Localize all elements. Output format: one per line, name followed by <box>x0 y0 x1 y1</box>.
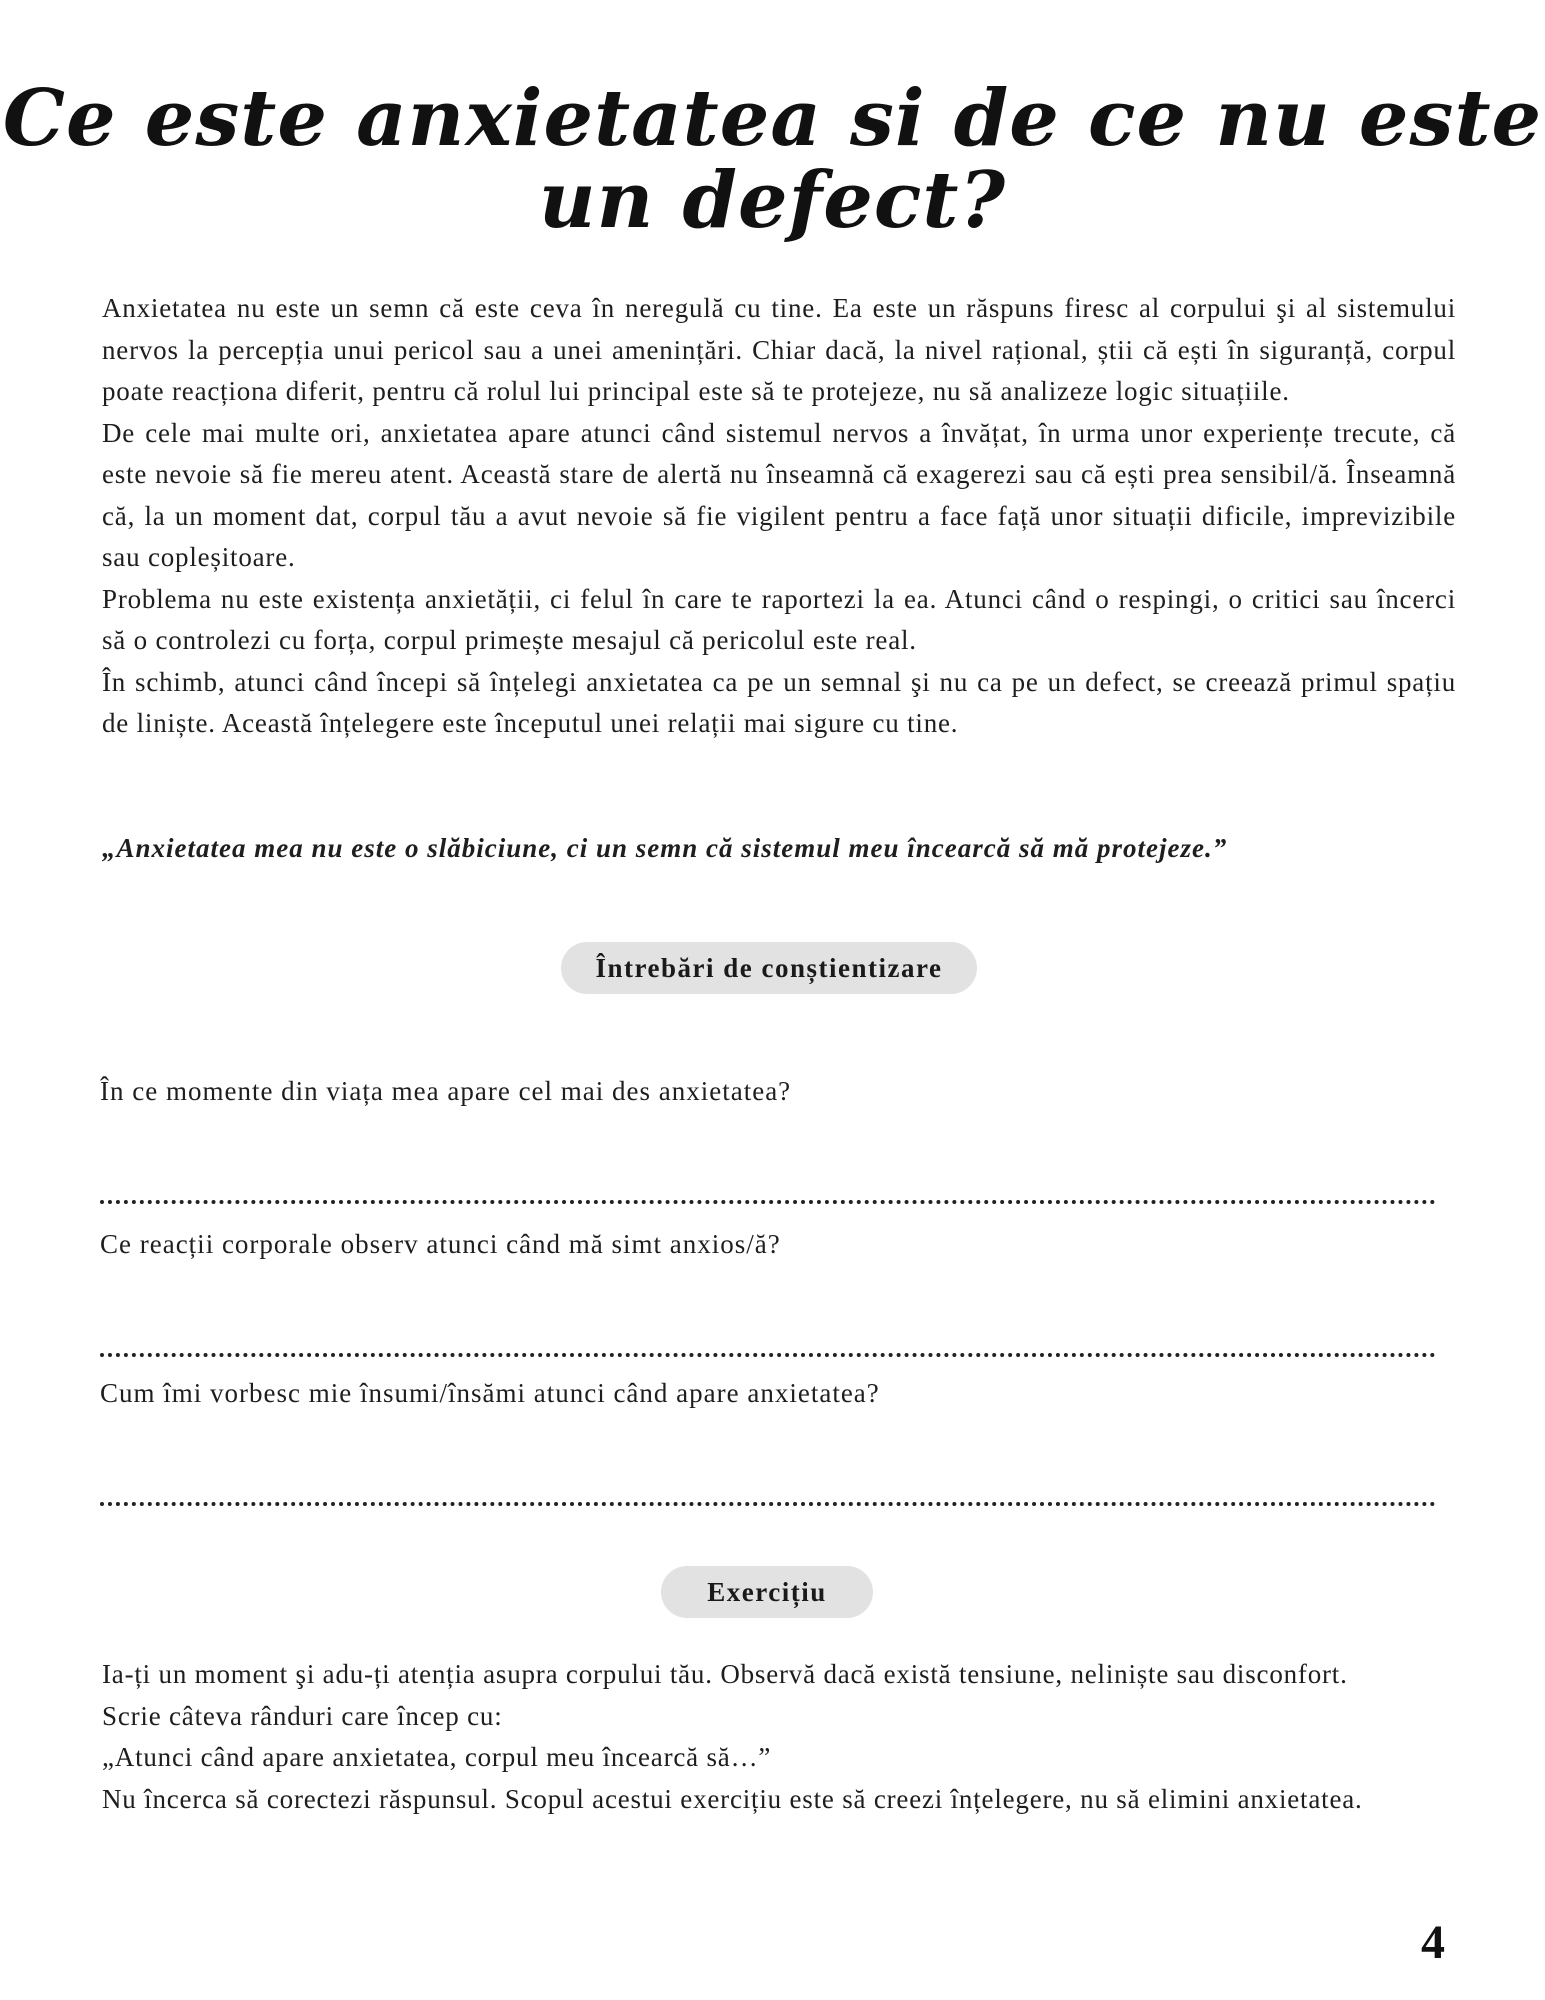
intro-paragraph-3: Problema nu este existența anxietății, ci felul în care te raportezi la ea. Atunci când o respingi, o critici sau încerci să o controlezi cu forța, corpul primește mesajul că pericolul este real. <box>102 583 1456 655</box>
affirmation-quote: „Anxietatea mea nu este o slăbiciune, ci un semn că sistemul meu încearcă să mă protejeze.” <box>102 833 1228 863</box>
intro-paragraph-4: În schimb, atunci când începi să înțelegi anxietatea ca pe un semnal şi nu ca pe un defect, se creează primul spațiu de liniște. Această înțelegere este începutul unei relații mai sigure cu tine. <box>102 666 1456 738</box>
page-number: 4 <box>1421 1916 1445 1969</box>
awareness-question-2: Ce reacții corporale observ atunci când mă simt anxios/ă? <box>100 1229 781 1259</box>
exercise-text <box>102 1654 1456 1820</box>
answer-line-1[interactable] <box>100 1200 1436 1204</box>
page-title-line-1: Ce este anxietatea si de ce nu este <box>2 73 1543 164</box>
intro-paragraph-1: Anxietatea nu este un semn că este ceva în neregulă cu tine. Ea este un răspuns firesc al corpului şi al sistemului nervos la percepția unui pericol sau a unei amenințări. Chiar dacă, la nivel rațional, știi că ești în siguranță, corpul poate reacționa diferit, pentru că rolul lui principal este să te protejeze, nu să analizeze logic situațiile. <box>102 293 1456 406</box>
page-title-line-2: un defect? <box>538 155 1007 246</box>
awareness-question-1: În ce momente din viața mea apare cel mai des anxietatea? <box>100 1076 792 1106</box>
awareness-questions-heading: Întrebări de conștientizare <box>561 942 977 994</box>
answer-line-2[interactable] <box>100 1353 1436 1357</box>
exercise-paragraph-3: „Atunci când apare anxietatea, corpul meu încearcă să…” <box>102 1742 772 1772</box>
intro-paragraph-2: De cele mai multe ori, anxietatea apare atunci când sistemul nervos a învățat, în urma unor experiențe trecute, că este nevoie să fie mereu atent. Această stare de alertă nu înseamnă că exagerezi sau că ești prea sensibil/ă. Înseamnă că, la un moment dat, corpul tău a avut nevoie să fie vigilent pentru a face față unor situații dificile, imprevizibile sau copleșitoare. <box>102 417 1456 572</box>
awareness-question-3: Cum îmi vorbesc mie însumi/însămi atunci când apare anxietatea? <box>100 1378 880 1408</box>
exercise-paragraph-2: Scrie câteva rânduri care încep cu: <box>102 1700 503 1731</box>
exercise-paragraph-1: Ia-ți un moment şi adu-ți atenția asupra corpului tău. Observă dacă există tensiune, neliniște sau disconfort. <box>102 1659 1348 1689</box>
exercise-heading: Exercițiu <box>661 1566 873 1618</box>
page-title <box>0 73 1545 246</box>
answer-line-3[interactable] <box>100 1502 1436 1506</box>
intro-text <box>102 288 1456 745</box>
exercise-paragraph-4: Nu încerca să corectezi răspunsul. Scopul acestui exercițiu este să creezi înțelegere, nu să elimini anxietatea. <box>102 1783 1363 1814</box>
